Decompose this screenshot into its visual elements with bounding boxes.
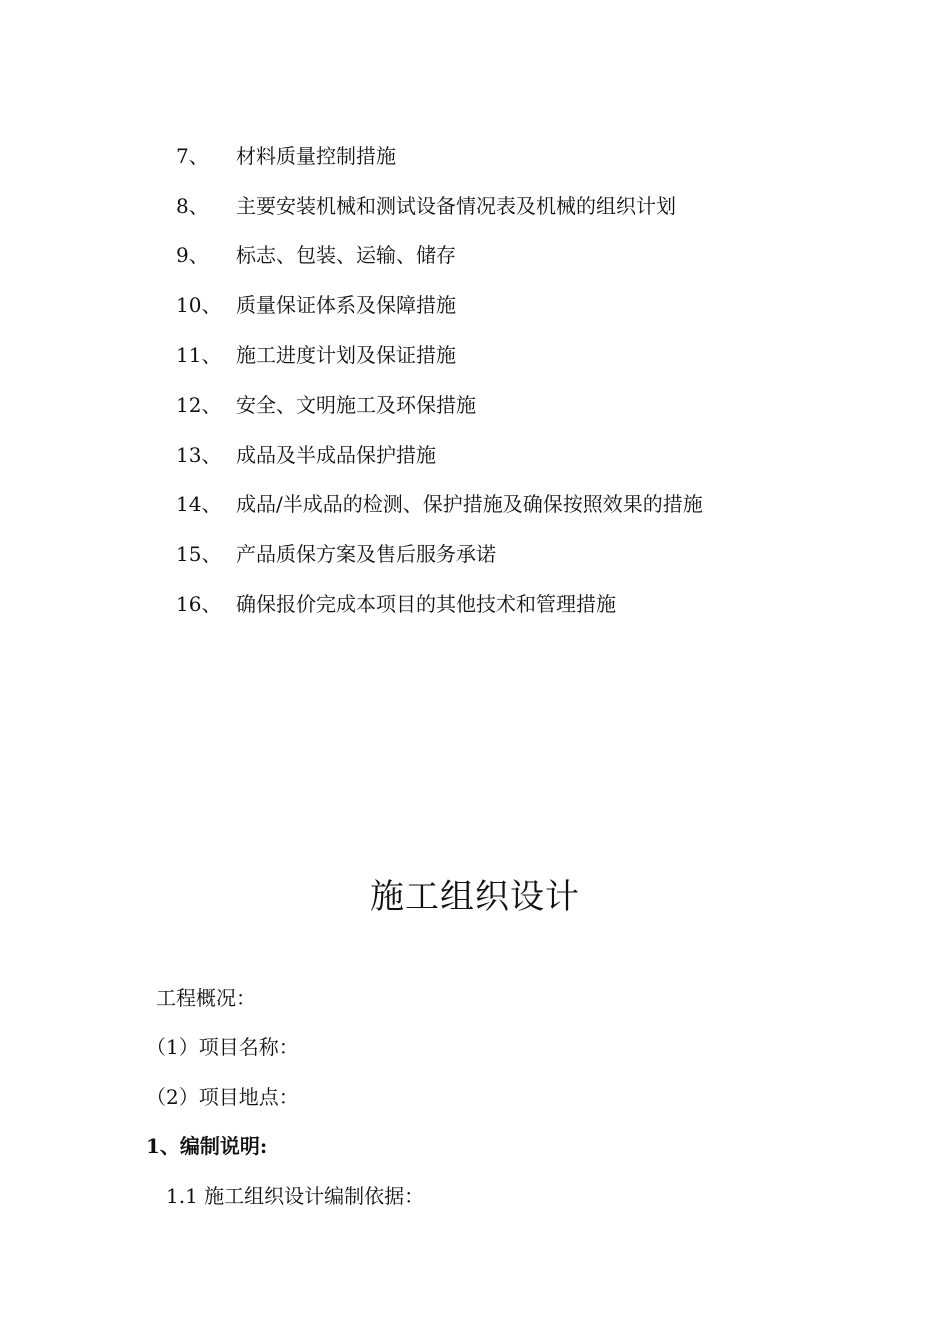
toc-item-number: 13、	[176, 442, 222, 467]
toc-item-text: 成品/半成品的检测、保护措施及确保按照效果的措施	[236, 492, 703, 517]
toc-item-number: 15、	[176, 542, 222, 567]
section-heading: 1、编制说明:	[146, 1134, 268, 1158]
toc-item-number: 10、	[176, 293, 222, 318]
toc-item	[176, 430, 896, 480]
toc-item-number: 7、	[176, 143, 209, 168]
overview-label: 工程概况：	[156, 986, 256, 1010]
project-location-line: （2）项目地点：	[146, 1085, 299, 1109]
document-title: 施工组织设计	[370, 877, 580, 917]
toc-item-text: 质量保证体系及保障措施	[236, 293, 456, 318]
toc-item-number: 16、	[176, 592, 222, 617]
toc-item-text: 产品质保方案及售后服务承诺	[236, 542, 496, 567]
toc-item-text: 确保报价完成本项目的其他技术和管理措施	[236, 592, 616, 617]
table-of-contents	[176, 131, 896, 629]
toc-item-number: 8、	[176, 193, 209, 218]
toc-item	[176, 380, 896, 430]
toc-item-text: 材料质量控制措施	[236, 143, 396, 168]
toc-item-text: 施工进度计划及保证措施	[236, 343, 456, 368]
toc-item-text: 成品及半成品保护措施	[236, 442, 436, 467]
toc-item	[176, 280, 896, 330]
project-name-line: （1）项目名称：	[146, 1035, 299, 1059]
toc-item-text: 标志、包装、运输、储存	[236, 243, 456, 268]
toc-item	[176, 181, 896, 231]
toc-item	[176, 131, 896, 181]
toc-item	[176, 579, 896, 629]
toc-item	[176, 529, 896, 579]
toc-item-number: 11、	[176, 343, 222, 368]
toc-item-number: 9、	[176, 243, 209, 268]
toc-item-text: 安全、文明施工及环保措施	[236, 392, 476, 417]
toc-item-text: 主要安装机械和测试设备情况表及机械的组织计划	[236, 193, 676, 218]
toc-item-number: 12、	[176, 392, 222, 417]
toc-item-number: 14、	[176, 492, 222, 517]
toc-item	[176, 330, 896, 380]
subsection-heading: 1.1 施工组织设计编制依据：	[166, 1184, 425, 1208]
toc-item	[176, 480, 896, 530]
toc-item	[176, 231, 896, 281]
